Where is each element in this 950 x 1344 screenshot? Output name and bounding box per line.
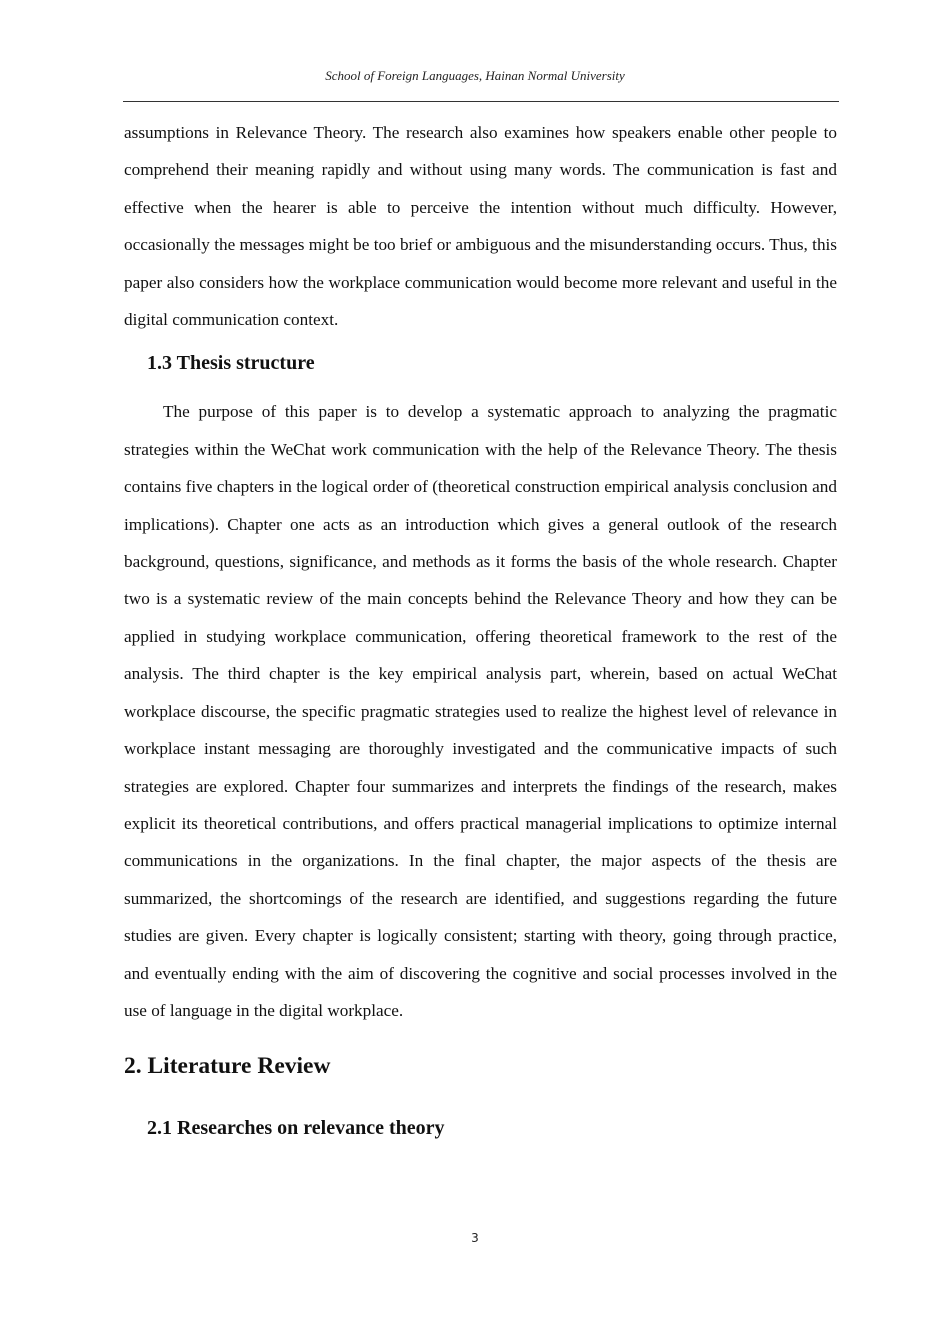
chapter-heading-literature-review: 2. Literature Review [124,1053,331,1080]
page-body [124,114,837,1140]
section-heading-researches-relevance: 2.1 Researches on relevance theory [147,1117,445,1140]
running-header: School of Foreign Languages, Hainan Normal University [325,68,625,83]
paragraph-thesis-structure: The purpose of this paper is to develop a systematic approach to analyzing the pragmatic strategies within the WeChat work communication with the help of the Relevance Theory. The thesis contains five chapters in the logical order of (theoretical construction empirical analysis conclusion and implications). Chapter one acts as an introduction which gives a general outlook of the research background, questions, significance, and methods as it forms the basis of the whole research. Chapter two is a systematic review of the main concepts behind the Relevance Theory and how they can be applied in studying workplace communication, offering theoretical framework to the rest of the analysis. The third chapter is the key empirical analysis part, wherein, based on actual WeChat workplace discourse, the specific pragmatic strategies used to realize the highest level of relevance in workplace instant messaging are thoroughly investigated and the communicative impacts of such strategies are explored. Chapter four summarizes and interprets the findings of the research, makes explicit its theoretical contributions, and offers practical managerial implications to optimize internal communications in the organizations. In the final chapter, the major aspects of the thesis are summarized, the shortcomings of the research are identified, and suggestions regarding the future studies are given. Every chapter is logically consistent; starting with theory, going through practice, and eventually ending with the aim of discovering the cognitive and social processes involved in the use of language in the digital workplace. [124,402,837,1020]
section-heading-thesis-structure: 1.3 Thesis structure [147,352,315,375]
paragraph-intro-continued: assumptions in Relevance Theory. The research also examines how speakers enable other people to comprehend their meaning rapidly and without using many words. The communication is fast and effective when the hearer is able to perceive the intention without much difficulty. However, occasionally the messages might be too brief or ambiguous and the misunderstanding occurs. Thus, this paper also considers how the workplace communication would become more relevant and useful in the digital communication context. [124,123,837,330]
page-number: 3 [471,1231,479,1245]
header-divider [123,101,839,102]
